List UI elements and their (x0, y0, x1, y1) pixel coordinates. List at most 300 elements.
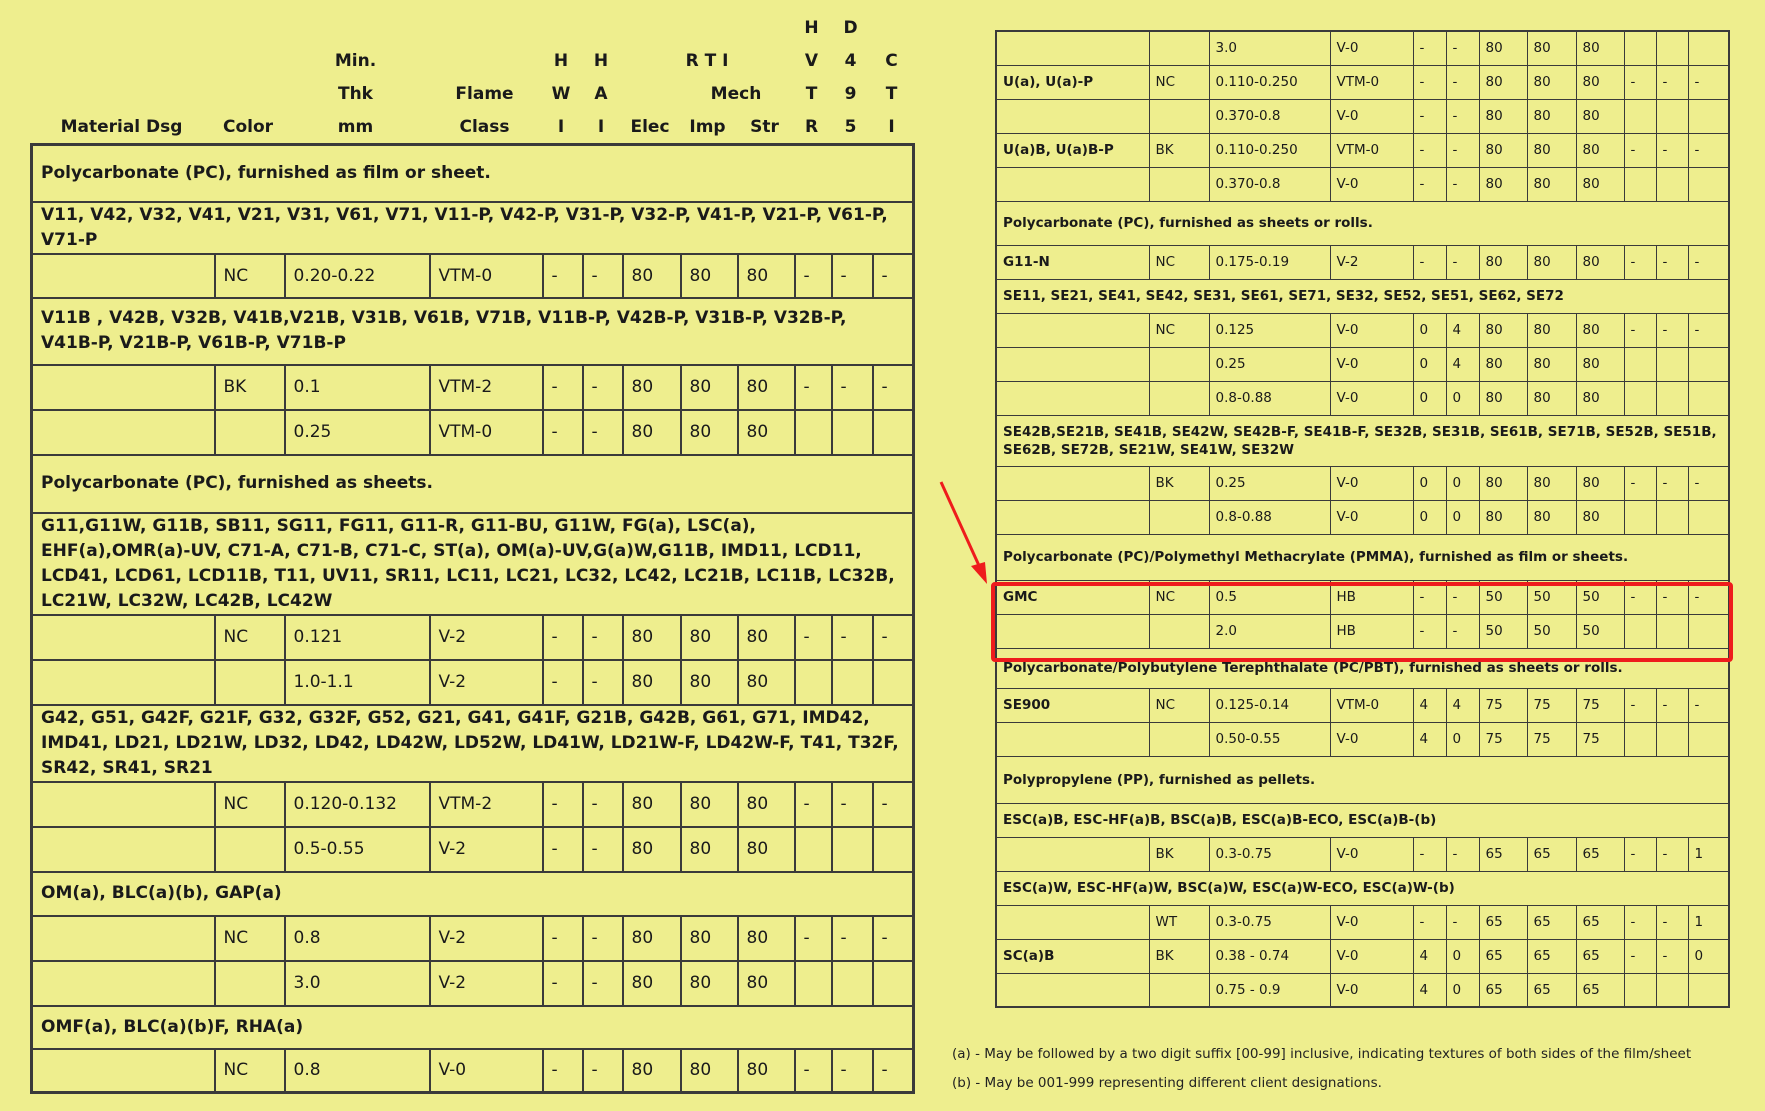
section-row (32, 455, 914, 513)
cell-hai: - (1446, 133, 1479, 167)
cell-hvtr: - (1624, 905, 1656, 939)
cell-cti: - (1688, 466, 1729, 500)
header-line: Thk (337, 84, 373, 104)
cell-thk: 0.75 - 0.9 (1209, 973, 1330, 1007)
cell-hvtr (795, 660, 832, 705)
cell-material (996, 313, 1149, 347)
cell-hai: - (583, 254, 623, 298)
cell-hai: - (1446, 99, 1479, 133)
cell-d495: - (832, 1049, 873, 1093)
cell-imp: 80 (1527, 347, 1576, 381)
cell-color: BK (1149, 466, 1209, 500)
cell-hai: - (583, 827, 623, 872)
cell-imp: 80 (681, 254, 738, 298)
cell-hwi: - (1413, 167, 1446, 201)
cell-d495 (1656, 722, 1688, 756)
header-line: R (804, 117, 819, 137)
table-row (996, 65, 1729, 99)
cell-str: 65 (1576, 939, 1624, 973)
cell-d495 (832, 827, 873, 872)
cell-imp: 80 (681, 961, 738, 1006)
cell-hwi: - (1413, 65, 1446, 99)
cell-d495 (832, 410, 873, 455)
header-color (213, 111, 283, 144)
cell-str: 80 (738, 365, 795, 410)
cell-cti (1688, 347, 1729, 381)
section-row (32, 1006, 914, 1049)
header-line: T (885, 84, 898, 104)
section-row (996, 201, 1729, 245)
section-title: SE11, SE21, SE41, SE42, SE31, SE61, SE71, SE32, SE52, SE51, SE62, SE72 (996, 279, 1729, 313)
cell-hvtr (1624, 722, 1656, 756)
cell-thk: 0.20-0.22 (285, 254, 430, 298)
header-line: 9 (844, 84, 857, 104)
table-row (996, 905, 1729, 939)
cell-thk: 0.5-0.55 (285, 827, 430, 872)
data-table (30, 143, 915, 1094)
cell-imp: 80 (681, 782, 738, 827)
cell-elec: 50 (1479, 614, 1527, 648)
cell-hvtr: - (795, 365, 832, 410)
section-title: Polycarbonate/Polybutylene Terephthalate (PC/PBT), furnished as sheets or rolls. (996, 648, 1729, 688)
header-str (736, 111, 793, 144)
cell-flame: VTM-0 (430, 410, 543, 455)
cell-str: 80 (1576, 245, 1624, 279)
cell-d495: - (832, 365, 873, 410)
cell-d495: - (1656, 580, 1688, 614)
table-row (996, 500, 1729, 534)
cell-elec: 80 (1479, 313, 1527, 347)
cell-thk: 3.0 (285, 961, 430, 1006)
section-title: V11B , V42B, V32B, V41B,V21B, V31B, V61B, V71B, V11B-P, V42B-P, V31B-P, V32B-P, V41B-P, V21B-P, V61B-P, V71B-P (32, 298, 914, 365)
section-title: OMF(a), BLC(a)(b)F, RHA(a) (32, 1006, 914, 1049)
cell-hwi: 0 (1413, 466, 1446, 500)
cell-flame: V-0 (1330, 837, 1413, 871)
cell-material (32, 365, 215, 410)
cell-hvtr: - (1624, 133, 1656, 167)
cell-hvtr: - (795, 1049, 832, 1093)
table-row (32, 254, 914, 298)
cell-str: 80 (738, 827, 795, 872)
cell-cti: 0 (1688, 939, 1729, 973)
cell-color: WT (1149, 905, 1209, 939)
cell-flame: V-0 (1330, 905, 1413, 939)
cell-hai: 4 (1446, 688, 1479, 722)
cell-material (32, 410, 215, 455)
cell-hwi: - (543, 410, 583, 455)
cell-thk: 0.370-0.8 (1209, 99, 1330, 133)
cell-hwi: - (543, 365, 583, 410)
cell-color: BK (1149, 939, 1209, 973)
cell-str: 65 (1576, 973, 1624, 1007)
section-title: Polycarbonate (PC), furnished as film or sheet. (32, 145, 914, 202)
cell-hvtr: - (795, 916, 832, 961)
cell-cti: - (1688, 245, 1729, 279)
header-line: A (594, 84, 608, 104)
table-row (996, 347, 1729, 381)
cell-material (996, 466, 1149, 500)
cell-flame: V-0 (430, 1049, 543, 1093)
header-line: W (551, 84, 571, 104)
cell-hai: 0 (1446, 466, 1479, 500)
cell-thk: 0.110-0.250 (1209, 133, 1330, 167)
table-row (996, 133, 1729, 167)
cell-color: NC (1149, 65, 1209, 99)
cell-material: GMC (996, 580, 1149, 614)
cell-hai: - (583, 1049, 623, 1093)
cell-cti: - (873, 916, 914, 961)
cell-str: 75 (1576, 722, 1624, 756)
cell-cti (1688, 381, 1729, 415)
cell-hvtr (1624, 973, 1656, 1007)
cell-str: 75 (1576, 688, 1624, 722)
cell-elec: 80 (623, 827, 681, 872)
cell-flame: VTM-0 (1330, 688, 1413, 722)
cell-str: 80 (738, 961, 795, 1006)
header-cti (871, 45, 912, 144)
section-title: Polycarbonate (PC)/Polymethyl Methacrylate (PMMA), furnished as film or sheets. (996, 534, 1729, 580)
cell-cti: - (873, 782, 914, 827)
section-row (996, 415, 1729, 466)
table-row (32, 916, 914, 961)
cell-hwi: - (543, 916, 583, 961)
cell-cti: - (1688, 133, 1729, 167)
header-line: I (888, 117, 895, 137)
cell-material (32, 782, 215, 827)
header-line: Material Dsg (60, 117, 183, 137)
cell-imp: 80 (1527, 381, 1576, 415)
cell-elec: 75 (1479, 722, 1527, 756)
cell-color: NC (215, 254, 285, 298)
section-title: V11, V42, V32, V41, V21, V31, V61, V71, V11-P, V42-P, V31-P, V32-P, V41-P, V21-P, V61-P, V71-P (32, 202, 914, 254)
header-line: D (843, 18, 858, 38)
section-row (32, 513, 914, 615)
cell-elec: 80 (623, 1049, 681, 1093)
cell-elec: 80 (623, 615, 681, 660)
section-title: Polypropylene (PP), furnished as pellets. (996, 756, 1729, 803)
cell-d495 (1656, 381, 1688, 415)
section-row (996, 279, 1729, 313)
cell-hvtr (1624, 381, 1656, 415)
table-row (32, 365, 914, 410)
header-flame (428, 78, 541, 144)
cell-elec: 80 (623, 660, 681, 705)
cell-flame: VTM-2 (430, 365, 543, 410)
cell-hvtr: - (1624, 245, 1656, 279)
cell-str: 65 (1576, 837, 1624, 871)
cell-material: G11-N (996, 245, 1149, 279)
header-line: Flame (455, 84, 514, 104)
cell-imp: 80 (681, 660, 738, 705)
cell-cti (873, 660, 914, 705)
cell-material (32, 660, 215, 705)
header-line: T (805, 84, 818, 104)
cell-hvtr (795, 410, 832, 455)
cell-cti (1688, 973, 1729, 1007)
cell-hwi: 0 (1413, 500, 1446, 534)
header-elec (621, 111, 679, 144)
cell-imp: 80 (1527, 99, 1576, 133)
cell-color: NC (215, 615, 285, 660)
cell-hwi: - (1413, 837, 1446, 871)
table-row (32, 827, 914, 872)
cell-imp: 75 (1527, 722, 1576, 756)
cell-color (1149, 722, 1209, 756)
cell-thk: 0.25 (1209, 466, 1330, 500)
cell-material (996, 905, 1149, 939)
cell-hai: 0 (1446, 722, 1479, 756)
header-line: V (804, 51, 819, 71)
cell-flame: V-0 (1330, 167, 1413, 201)
cell-cti (873, 827, 914, 872)
cell-elec: 80 (1479, 31, 1527, 65)
cell-hwi: - (1413, 99, 1446, 133)
cell-hvtr (795, 961, 832, 1006)
section-title: ESC(a)W, ESC-HF(a)W, BSC(a)W, ESC(a)W-ECO, ESC(a)W-(b) (996, 871, 1729, 905)
section-title: ESC(a)B, ESC-HF(a)B, BSC(a)B, ESC(a)B-ECO, ESC(a)B-(b) (996, 803, 1729, 837)
cell-thk: 0.8-0.88 (1209, 381, 1330, 415)
header-rti-text: R T I (685, 51, 729, 71)
cell-str: 80 (1576, 500, 1624, 534)
cell-thk: 0.110-0.250 (1209, 65, 1330, 99)
table-row (32, 1049, 914, 1093)
cell-d495: - (1656, 313, 1688, 347)
cell-material (32, 827, 215, 872)
header-mech (679, 78, 793, 111)
cell-flame: V-2 (1330, 245, 1413, 279)
cell-flame: HB (1330, 580, 1413, 614)
header-thk (283, 45, 428, 144)
cell-thk: 0.175-0.19 (1209, 245, 1330, 279)
cell-thk: 0.120-0.132 (285, 782, 430, 827)
cell-hai: - (1446, 245, 1479, 279)
cell-hwi: 0 (1413, 347, 1446, 381)
cell-color: NC (1149, 580, 1209, 614)
cell-cti (1688, 167, 1729, 201)
footnote-b: (b) - May be 001-999 representing different client designations. (952, 1075, 1382, 1091)
highlight-box (991, 582, 1733, 662)
cell-elec: 80 (1479, 466, 1527, 500)
cell-thk: 0.125 (1209, 313, 1330, 347)
table-row (32, 660, 914, 705)
table-row (32, 782, 914, 827)
cell-flame: VTM-0 (1330, 133, 1413, 167)
cell-str: 80 (1576, 31, 1624, 65)
cell-elec: 80 (623, 410, 681, 455)
cell-thk: 0.25 (285, 410, 430, 455)
cell-flame: V-0 (1330, 347, 1413, 381)
cell-hai: - (583, 660, 623, 705)
cell-imp: 80 (681, 410, 738, 455)
header-line: Color (222, 117, 274, 137)
header-line: C (885, 51, 898, 71)
cell-str: 80 (738, 410, 795, 455)
cell-thk: 0.1 (285, 365, 430, 410)
cell-cti (1688, 500, 1729, 534)
cell-material: U(a)B, U(a)B-P (996, 133, 1149, 167)
section-title: Polycarbonate (PC), furnished as sheets or rolls. (996, 201, 1729, 245)
table-row (996, 313, 1729, 347)
cell-str: 80 (738, 916, 795, 961)
table-row (996, 837, 1729, 871)
cell-elec: 80 (623, 254, 681, 298)
cell-cti (873, 410, 914, 455)
cell-d495: - (1656, 466, 1688, 500)
cell-hwi: - (1413, 133, 1446, 167)
cell-hwi: 4 (1413, 973, 1446, 1007)
cell-flame: V-0 (1330, 939, 1413, 973)
table-row (996, 973, 1729, 1007)
table-row (32, 615, 914, 660)
table-row (996, 99, 1729, 133)
cell-d495: - (832, 615, 873, 660)
cell-material (996, 973, 1149, 1007)
cell-d495: - (1656, 837, 1688, 871)
cell-imp: 80 (1527, 313, 1576, 347)
cell-thk: 0.121 (285, 615, 430, 660)
cell-hvtr (1624, 347, 1656, 381)
cell-str: 80 (738, 782, 795, 827)
cell-elec: 75 (1479, 688, 1527, 722)
cell-str: 80 (1576, 313, 1624, 347)
cell-elec: 80 (1479, 99, 1527, 133)
cell-hvtr: - (1624, 580, 1656, 614)
cell-color: NC (215, 916, 285, 961)
cell-hai: - (583, 615, 623, 660)
cell-hai: - (1446, 167, 1479, 201)
cell-elec: 65 (1479, 837, 1527, 871)
cell-material (32, 254, 215, 298)
cell-material (996, 167, 1149, 201)
cell-str: 80 (738, 660, 795, 705)
cell-hwi: - (543, 827, 583, 872)
table-row (996, 722, 1729, 756)
cell-hwi: - (543, 660, 583, 705)
cell-cti: - (1688, 65, 1729, 99)
cell-d495 (1656, 31, 1688, 65)
cell-str: 80 (1576, 167, 1624, 201)
cell-hai: - (1446, 614, 1479, 648)
cell-elec: 80 (1479, 245, 1527, 279)
cell-hai: 0 (1446, 500, 1479, 534)
cell-imp: 80 (681, 827, 738, 872)
cell-flame: VTM-0 (1330, 65, 1413, 99)
cell-hai: - (1446, 65, 1479, 99)
cell-d495 (1656, 167, 1688, 201)
cell-color (215, 961, 285, 1006)
cell-hai: - (583, 410, 623, 455)
cell-material: SC(a)B (996, 939, 1149, 973)
cell-elec: 80 (623, 782, 681, 827)
cell-color: BK (1149, 837, 1209, 871)
cell-thk: 0.38 - 0.74 (1209, 939, 1330, 973)
header-line: Elec (630, 117, 670, 137)
cell-hvtr: - (795, 782, 832, 827)
header-hvtr (793, 12, 830, 144)
cell-elec: 65 (1479, 939, 1527, 973)
header-imp (679, 111, 736, 144)
header-line: H (804, 18, 819, 38)
cell-d495: - (832, 916, 873, 961)
cell-color (1149, 500, 1209, 534)
cell-hai: 4 (1446, 313, 1479, 347)
table-row (32, 961, 914, 1006)
cell-imp: 50 (1527, 614, 1576, 648)
cell-flame: V-2 (430, 660, 543, 705)
cell-thk: 0.125-0.14 (1209, 688, 1330, 722)
section-row (996, 871, 1729, 905)
cell-hwi: 4 (1413, 688, 1446, 722)
cell-hwi: - (543, 615, 583, 660)
cell-d495 (1656, 500, 1688, 534)
cell-flame: V-2 (430, 961, 543, 1006)
cell-imp: 80 (1527, 245, 1576, 279)
cell-hvtr: - (1624, 65, 1656, 99)
cell-flame: V-2 (430, 827, 543, 872)
cell-imp: 80 (681, 365, 738, 410)
cell-hai: - (1446, 905, 1479, 939)
cell-cti (1688, 722, 1729, 756)
cell-hvtr: - (1624, 466, 1656, 500)
table-row (996, 688, 1729, 722)
cell-hai: - (1446, 837, 1479, 871)
cell-str: 80 (738, 254, 795, 298)
cell-color (1149, 167, 1209, 201)
cell-str: 80 (738, 615, 795, 660)
cell-hai: - (583, 365, 623, 410)
cell-material (996, 99, 1149, 133)
cell-imp: 80 (681, 1049, 738, 1093)
cell-thk: 2.0 (1209, 614, 1330, 648)
cell-imp: 80 (1527, 65, 1576, 99)
cell-d495: - (1656, 905, 1688, 939)
cell-cti (873, 961, 914, 1006)
cell-hai: 0 (1446, 973, 1479, 1007)
cell-hai: 4 (1446, 347, 1479, 381)
red-arrow-icon (935, 478, 995, 588)
cell-hai: - (583, 916, 623, 961)
cell-elec: 80 (623, 961, 681, 1006)
cell-flame: V-2 (430, 916, 543, 961)
cell-hwi: - (1413, 31, 1446, 65)
cell-color (215, 660, 285, 705)
cell-elec: 80 (1479, 500, 1527, 534)
cell-imp: 65 (1527, 939, 1576, 973)
cell-cti: - (873, 615, 914, 660)
cell-str: 50 (1576, 580, 1624, 614)
cell-flame: V-0 (1330, 31, 1413, 65)
cell-str: 80 (1576, 99, 1624, 133)
cell-material: U(a), U(a)-P (996, 65, 1149, 99)
table-row (996, 31, 1729, 65)
cell-d495 (1656, 99, 1688, 133)
cell-d495 (1656, 347, 1688, 381)
cell-elec: 65 (1479, 905, 1527, 939)
header-line: Str (750, 117, 779, 137)
section-row (996, 803, 1729, 837)
cell-hwi: 0 (1413, 313, 1446, 347)
cell-str: 80 (1576, 466, 1624, 500)
cell-material (32, 961, 215, 1006)
cell-hvtr: - (1624, 837, 1656, 871)
cell-hvtr: - (1624, 939, 1656, 973)
footnote-a: (a) - May be followed by a two digit suffix [00-99] inclusive, indicating textures of both sides of the film/sheet (952, 1046, 1692, 1062)
cell-elec: 80 (1479, 133, 1527, 167)
cell-hai: 0 (1446, 381, 1479, 415)
table-row (32, 410, 914, 455)
cell-d495 (832, 961, 873, 1006)
column-header (30, 14, 903, 144)
